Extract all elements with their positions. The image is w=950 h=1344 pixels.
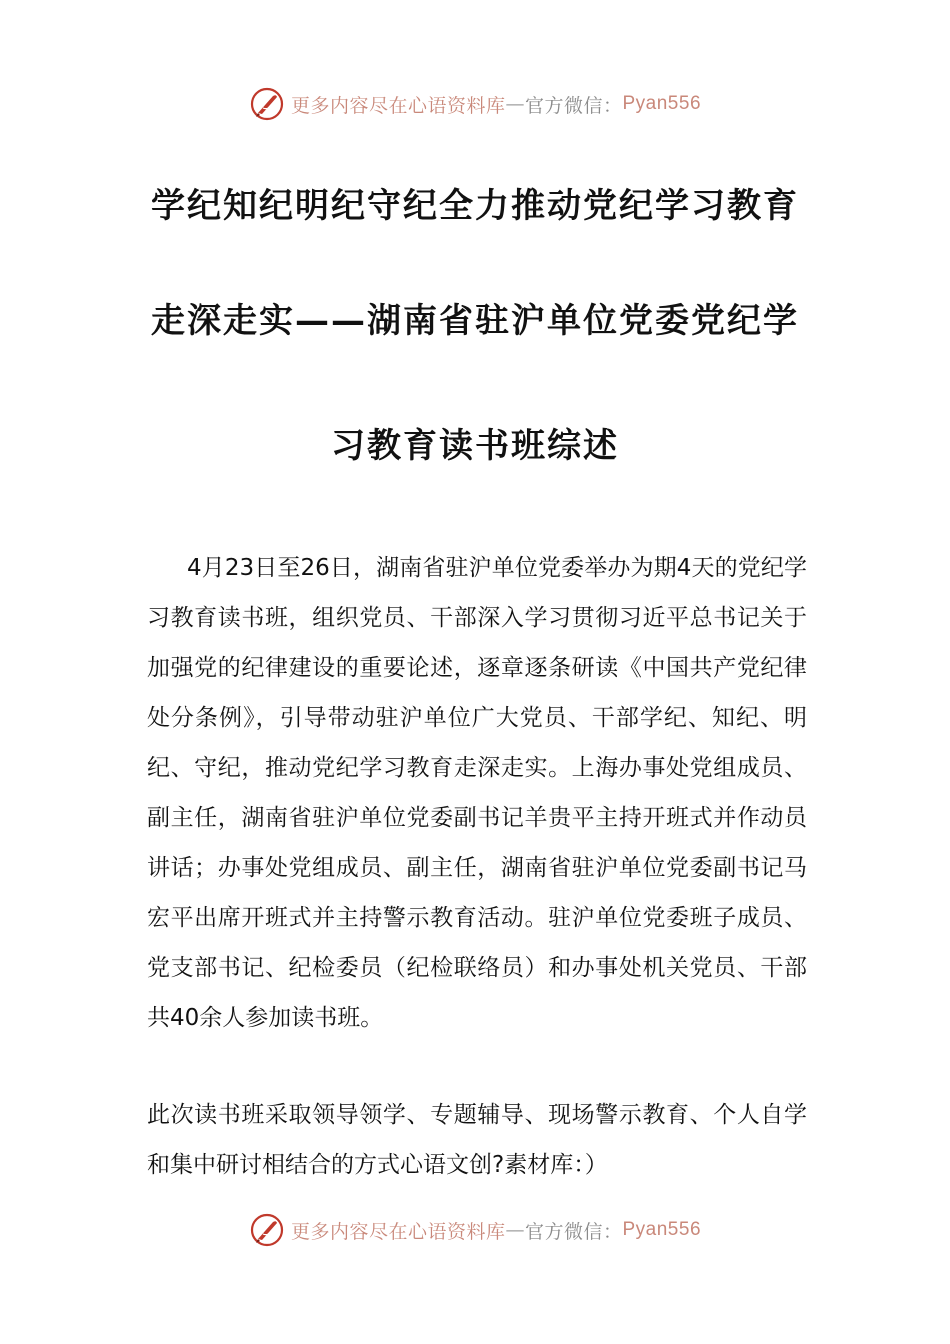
body-paragraph-2: 此次读书班采取领导领学、专题辅导、现场警示教育、个人自学和集中研讨相结合的方式心语文创?素材库：） xyxy=(147,1102,807,1178)
watermark-site-text: 更多内容尽在心语资料库 xyxy=(290,1220,506,1243)
quill-pen-logo-icon xyxy=(249,1212,285,1248)
document-title-line-2: 走深走实——湖南省驻沪单位党委党纪学 xyxy=(151,301,799,341)
watermark-label: 官方微信： xyxy=(524,94,623,117)
header-watermark xyxy=(0,84,950,124)
body-paragraph-1: 4月23日至26日，湖南省驻沪单位党委举办为期4天的党纪学习教育读书班，组织党员、干部深入学习贯彻习近平总书记关于加强党的纪律建设的重要论述，逐章逐条研读《中国共产党纪律处分条例》，引导带动驻沪单位广大党员、干部学纪、知纪、明纪、守纪，推动党纪学习教育走深走实。上海办事处党组成员、副主任，湖南省驻沪单位党委副书记羊贵平主持开班式并作动员讲话；办事处党组成员、副主任，湖南省驻沪单位党委副书记马宏平出席开班式并主持警示教育活动。驻沪单位党委班子成员、党支部书记、纪检委员（纪检联络员）和办事处机关党员、干部共40余人参加读书班。 xyxy=(147,555,807,1031)
watermark-wechat-id: Pyan556 xyxy=(622,1219,702,1240)
watermark-site-text: 更多内容尽在心语资料库 xyxy=(290,94,506,117)
watermark-wechat-id: Pyan556 xyxy=(622,93,702,114)
watermark-label: 官方微信： xyxy=(524,1220,623,1243)
watermark-separator: — xyxy=(505,93,525,115)
footer-watermark xyxy=(0,1210,950,1250)
quill-pen-logo-icon xyxy=(249,86,285,122)
document-title-line-1: 学纪知纪明纪守纪全力推动党纪学习教育 xyxy=(151,186,799,226)
document-title-line-3: 习教育读书班综述 xyxy=(331,426,619,466)
watermark-separator: — xyxy=(505,1219,525,1241)
